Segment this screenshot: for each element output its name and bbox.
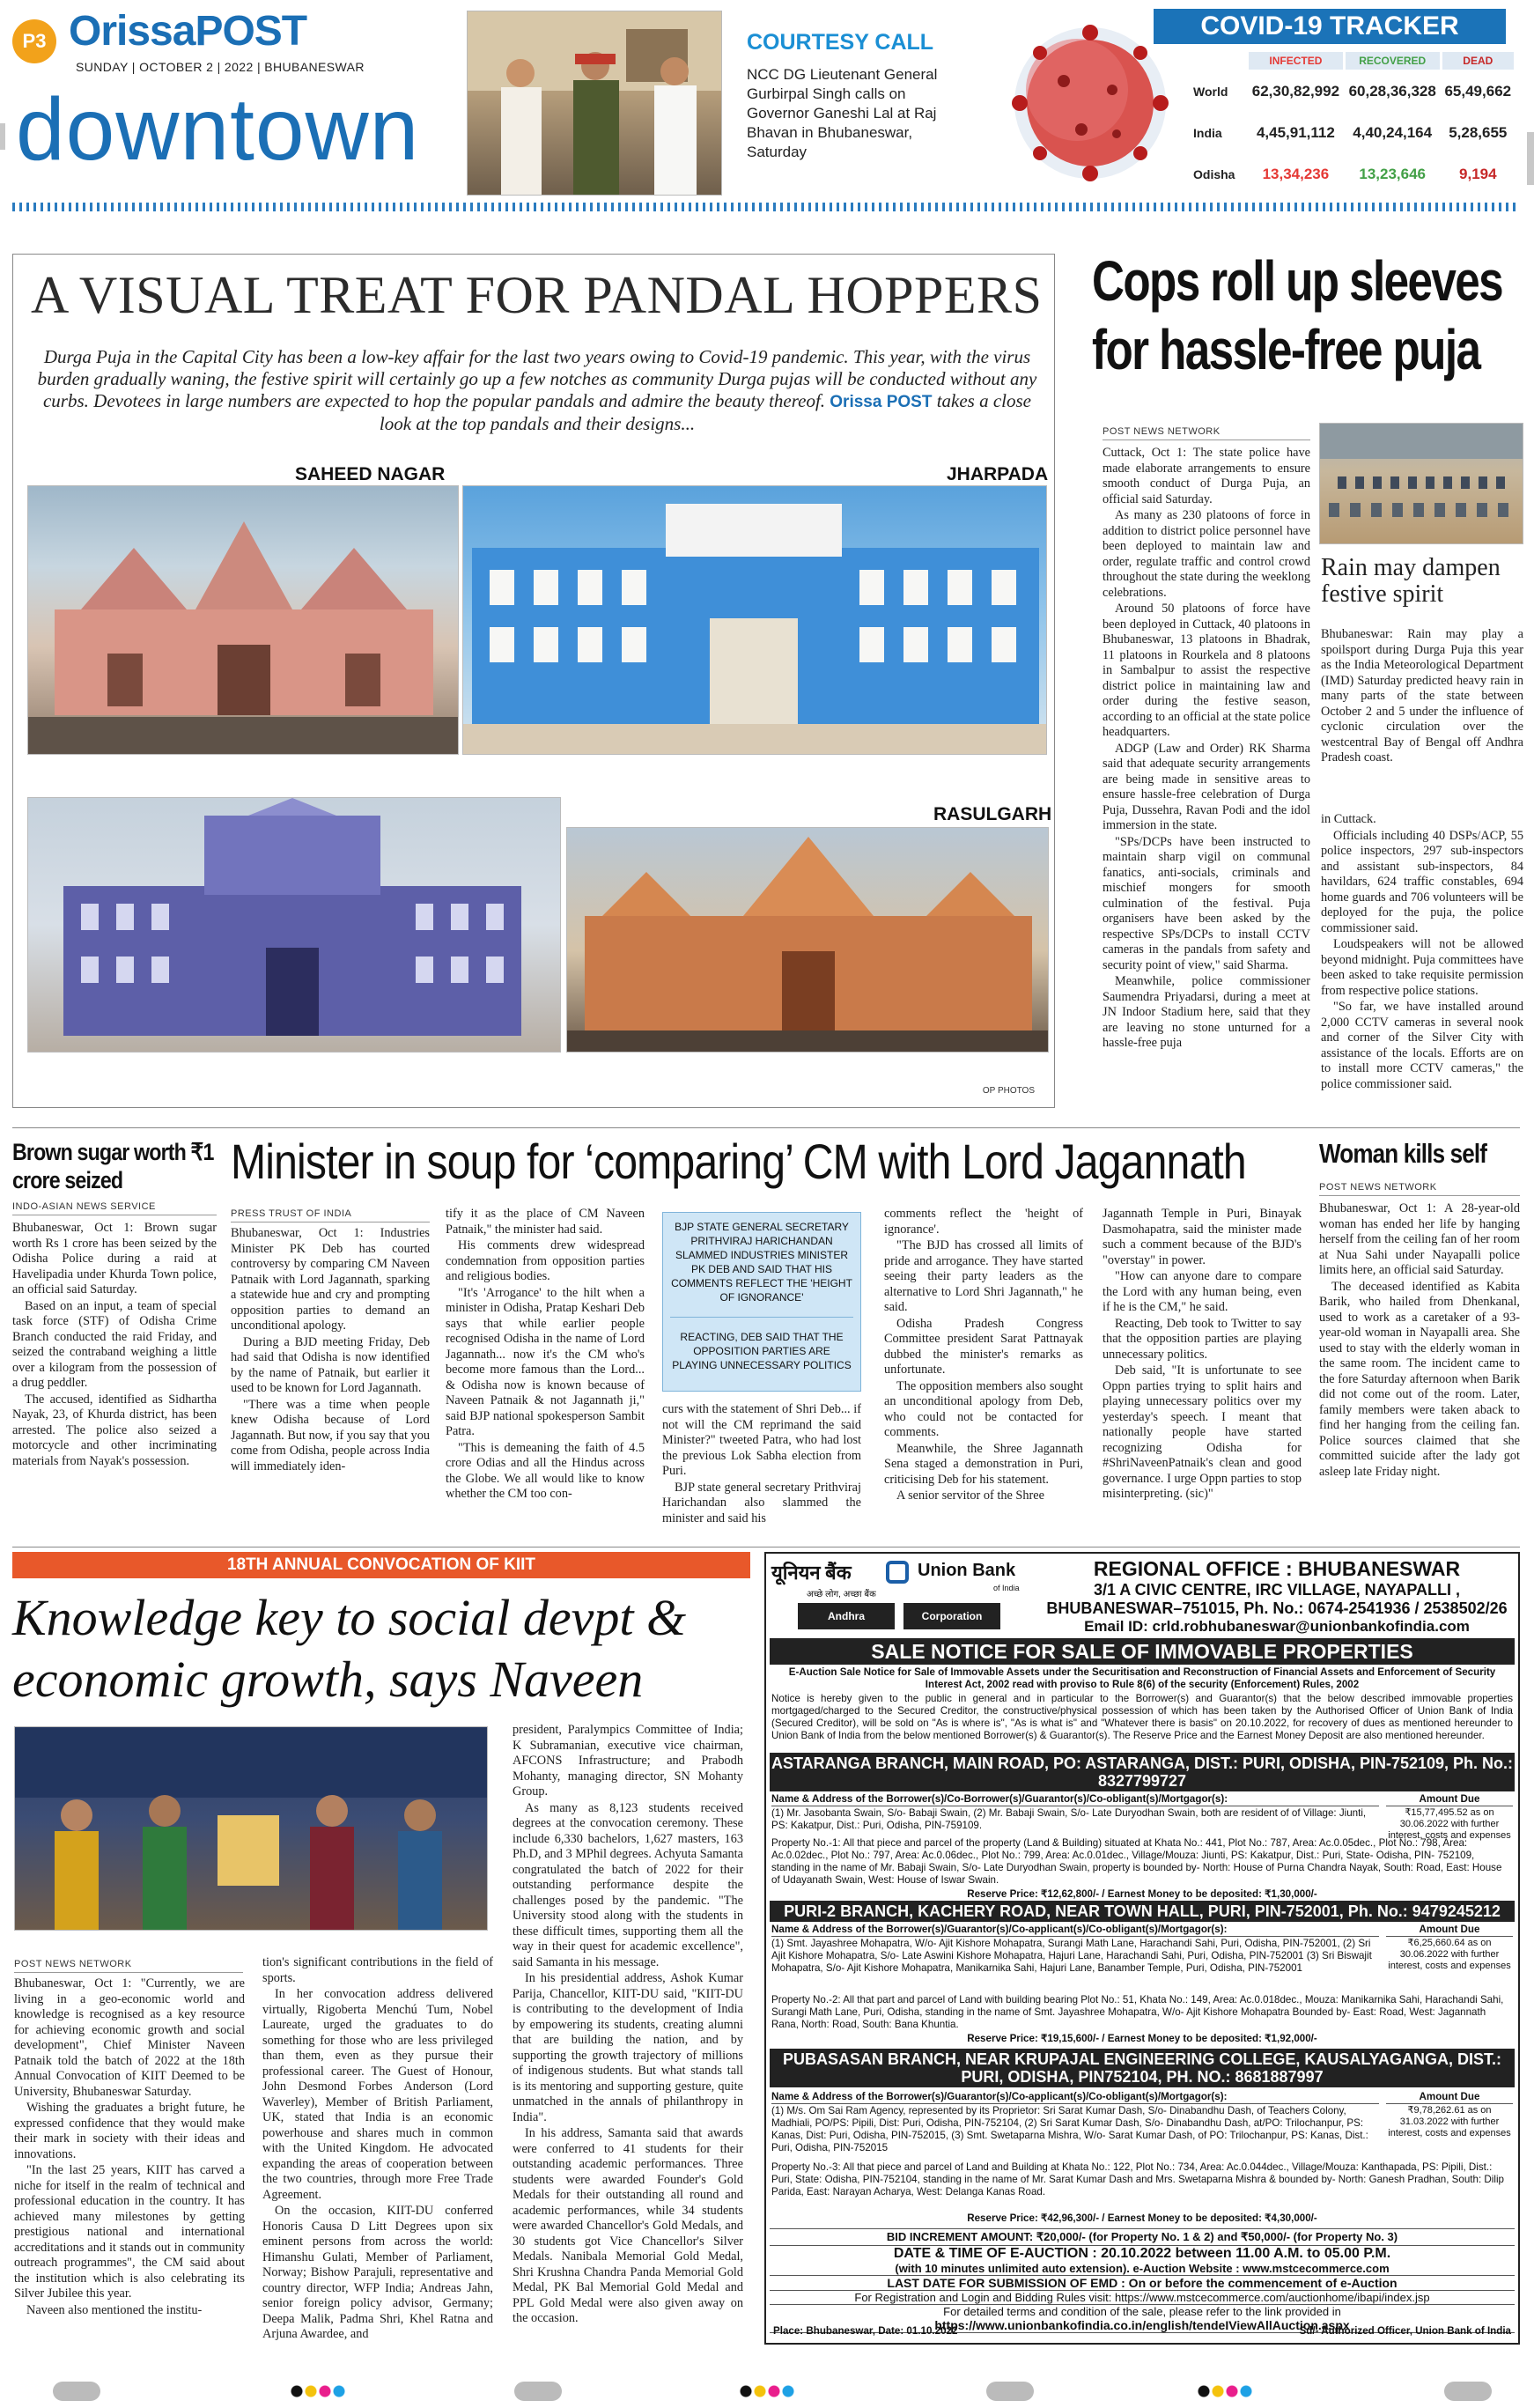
courtesy-call-caption: NCC DG Lieutenant General Gurbirpal Singh calls on Governor Ganeshi Lal at Raj Bhavan in Bhubaneswar, Saturday (747, 66, 938, 160)
pandal-intro-tail: takes a close look at the top pandals and their designs... (379, 390, 1031, 434)
branch-3-amount-head: Amount Due (1386, 2091, 1513, 2104)
union-bank-logo (771, 1559, 1030, 1638)
covid-value: 9,194 (1459, 166, 1497, 182)
regional-office-block (1039, 1557, 1515, 1636)
covid-header-infected: INFECTED (1249, 52, 1343, 70)
brown-sugar-headline: Brown sugar worth ₹1 crore seized (12, 1139, 214, 1193)
courtesy-call-title: COURTESY CALL (747, 30, 934, 55)
cops-para: Loudspeakers will not be allowed beyond midnight. Puja committees have been asked to take requisite permission from respective police stations. (1321, 937, 1523, 998)
branch-2-title: PURI-2 BRANCH, KACHERY ROAD, NEAR TOWN HALL, PURI, PIN-752001, Ph. No.: 9479245212 (770, 1901, 1515, 1922)
kiit-para: On the occasion, KIIT-DU conferred Honoris Causa D Litt Degrees upon six eminent persons from across the world: Himanshu Gulati, Member of Parliament, Norway; Bishow Parajuli, representative and country director, WFP India; Andreas Jahn, senior foreign policy advisor, Germany; Deepa Malik, Padma Shri, Khel Ratna and Arjuna Awardee, and (262, 2204, 493, 2341)
cops-para: "So far, we have installed around 2,000 CCTV cameras in several nook and corner of the Silver City with assistance of the locals. Efforts are on to install more CCTV cameras," the police commissioner said. (1321, 1000, 1523, 1091)
woman-story (1319, 1138, 1520, 1543)
woman-byline: POST NEWS NETWORK (1319, 1182, 1520, 1196)
photo-rasulgarh (566, 827, 1049, 1053)
kiit-para: "In the last 25 years, KIIT has carved a niche for itself in the realm of technical and professional education in the country. It has achieved many milestones by getting prestigious national and international accreditations and it stands out in community outreach programmes", the CM said about the institution which is also celebrating its Silver Jubilee this year. (14, 2163, 245, 2301)
minister-para: Jagannath Temple in Puri, Binayak Dasmohapatra, said the minister made such a comment because of the BJD's "overstay" in power. (1103, 1207, 1302, 1267)
brown-sugar-body (12, 1221, 217, 1469)
cops-para: Meanwhile, police commissioner Saumendra Priyadarsi, during a meet at JN Indoor Stadium here, said that they are leaving no stone unturned for a hassle-free puja (1103, 974, 1310, 1050)
pull-quote-1: BJP STATE GENERAL SECRETARY PRITHVIRAJ HARICHANDAN SLAMMED INDUSTRIES MINISTER PK DEB AND SAID THAT HIS COMMENTS REFLECT THE 'HEIGHT OF IGNORANCE' (671, 1221, 852, 1304)
minister-para: "It's 'Arrogance' to the hilt when a minister in Odisha, Pratap Keshari Deb says that while earlier people recognised Odisha in the name of Lord Jagannath... now it's the CM who's become more famous than the Lord... & Odisha now is known because of Naveen Patnaik & not Jagannath ji," said BJP national spokesperson Sambit Patra. (446, 1285, 645, 1438)
pull-quote-divider (670, 1317, 853, 1318)
kiit-column-1 (14, 1976, 245, 2319)
rain-text: Bhubaneswar: Rain may play a spoilsport during Durga Puja this year as the India Meteorological Department (IMD) Saturday predicted heavy rain in many parts of the state between October 2 and 5 under the influence of cyclonic circulation over the westcentral Bay of Bengal off Andhra Pradesh coast. (1321, 627, 1523, 765)
office-email: Email ID: crld.robhubaneswar@unionbankofindia.com (1084, 1618, 1470, 1635)
section-title: downtown (16, 80, 420, 179)
masthead-divider (12, 203, 1520, 211)
courtesy-call-photo (467, 11, 722, 196)
emd-last-date: LAST DATE FOR SUBMISSION OF EMD : On or before the commencement of e-Auction (770, 2276, 1515, 2291)
kiit-para: In his presidential address, Ashok Kumar Parija, Chancellor, KIIT-DU said, "KIIT-DU is contributing to the development of India by empowering its students, creating alumni that are building the nation, and by supporting the growth trajectory of millions of indigenous students. But what stands tall is its mentoring and supporting gesture, quite unmatched in the annals of philanthropy in India". (513, 1971, 743, 2124)
covid-row-label: India (1193, 126, 1222, 140)
covid-value: 13,34,236 (1262, 166, 1330, 182)
branch-2-property: Property No.-2: All that part and parcel of Land with building bearing Plot No.: 51, Khata No.: 149, Area: Ac.0.018dec., Mouza: Manikarnika Sahi, Harachandi Sahi, Surangi Math Lane, Puri, Odisha, standing in the name of Smt. Jayashree Mohapatra, W/o- Ajit Kishore Mohapatra Bounded by- East: Road, West: Jagannath Rana, North: Road, South: Bana Khuntia. (771, 1994, 1504, 2030)
branch-3-property: Property No.-3: All that piece and parcel of Land and Building at Khata No.: 122, Plot No.: 734, Area: Ac.0.044dec., Village/Mouza: Kanthapada, PS: Pipili, Dist.: Puri, State: Odisha, PIN-752104, standing in the name of Mr. Sarat Kumar Dash and Mrs. Swetaparna Mishra & bounded by- North: Ganesh Pradhan, South: Dilip Parida, East: Narayan Acharya, West: Delanga Kanas Road. (771, 2161, 1504, 2197)
office-title: REGIONAL OFFICE : BHUBANESWAR (1093, 1557, 1461, 1580)
pandal-intro-text: Durga Puja in the Capital City has been a low-key affair for the last two years owing to Covid-19 pandemic. This year, with the virus burden gradually waning, the festive spirit will certainly go up a few notches as community Durga pujas will be conducted without any curbs. Devotees in large numbers are expected to hop the popular pandals and admire the beauty thereof. (37, 346, 1037, 411)
kiit-headline: Knowledge key to social devpt & economic growth, says Naveen (12, 1589, 687, 1708)
covid-tracker-table (1191, 49, 1516, 196)
minister-para: The opposition members also sought an unconditional apology from Deb, who could not be contacted for comments. (884, 1378, 1083, 1439)
bank-name: Union Bank (918, 1561, 1016, 1580)
minister-column-3 (662, 1402, 861, 1527)
covid-header-row (1193, 52, 1514, 70)
branch-1-col-head: Name & Address of the Borrower(s)/Co-Borrower(s)/Guarantor(s)/Co-obligant(s)/Mortgagor(s): (771, 1793, 1379, 1806)
woman-para: Bhubaneswar, Oct 1: A 28-year-old woman has ended her life by hanging herself from the ceiling fan of her room at Nua Sahi under Nayapalli police limits here, an official said Saturday. (1319, 1201, 1520, 1277)
branch-2-amount-head: Amount Due (1386, 1924, 1513, 1937)
covid-tracker-title: COVID-19 TRACKER (1154, 9, 1506, 44)
brown-sugar-para: The accused, identified as Sidhartha Nayak, 23, of Khurda district, has been arrested. The police also seized a motorcycle and other incriminating materials from Nayak's possession. (12, 1392, 217, 1468)
minister-byline: PRESS TRUST OF INDIA (231, 1208, 430, 1222)
brown-sugar-story (12, 1138, 217, 1543)
pull-quote-2: REACTING, DEB SAID THAT THE OPPOSITION PARTIES ARE PLAYING UNNECESSARY POLITICS (672, 1331, 852, 1371)
bank-name-hindi: यूनियन बैंक (771, 1562, 852, 1584)
photo-credit: OP PHOTOS (982, 1086, 1035, 1096)
label-rasulgarh: RASULGARH (933, 804, 1052, 824)
covid-row-india (1193, 114, 1514, 152)
merger-badge-corporation: Corporation (903, 1603, 1000, 1629)
cops-para: Around 50 platoons of force have been deployed in Cuttack, 40 platoons in Bhubaneswar, 13 platoons in Bhadrak, 11 platoons in Rourkela and 8 platoons in Sambalpur to assist the respective district police in maintaining law and order during the festive season, according to an official at the state police headquarters. (1103, 602, 1310, 739)
masthead (0, 0, 1534, 208)
minister-para: curs with the statement of Shri Deb... if not will the CM reprimand the said Minister?" tweeted Patra, who had lost the previous Lok Sabha election from Puri. (662, 1402, 861, 1478)
kiit-story (12, 1552, 750, 2353)
kiit-para: Wishing the graduates a bright future, he expressed confidence that they would make their mark in society with their ideas and innovations. (14, 2101, 245, 2161)
cops-headline: Cops roll up sleeves for hassle-free puja (1092, 249, 1502, 381)
minister-para: A senior servitor of the Shree (896, 1488, 1044, 1503)
kiit-column-2 (262, 1955, 493, 2344)
cops-story (1092, 247, 1523, 1119)
merger-badge-andhra: Andhra (798, 1603, 895, 1629)
covid-value: 4,45,91,112 (1256, 124, 1335, 141)
minister-column-5 (1103, 1207, 1302, 1503)
minister-column-4 (884, 1207, 1083, 1505)
bank-name-sub: of India (993, 1584, 1020, 1592)
minister-para: "How can anyone dare to compare the Lord with any human being, even if he is the CM," he said. (1103, 1269, 1302, 1314)
kiit-para: president, Paralympics Committee of India; K Subramanian, executive vice chairman, AFCONS Infrastructure; and Prabodh Mohanty, managing director, SN Mohanty Group. (513, 1723, 743, 1799)
cops-para: As many as 230 platoons of force in addition to district police personnel have been deployed to maintain law and order, regulate traffic and control crowd throughout the state during the weeklong celebrations. (1103, 508, 1310, 600)
photo-nayapalli (27, 797, 561, 1053)
covid-row-label: World (1193, 85, 1228, 99)
sale-notice-body: Notice is hereby given to the public in general and in particular to the Borrower(s) and Guarantor(s) that the below described immovable properties mortgaged/charged to the Secured Creditor, the constructive/physical possession of which has been taken by the Authorised Officer of Union Bank of India (Secured Creditor), will be sold on "As is where is", "As is what is" and "Whatever there is basis" on 20.10.2022, for recovery of dues as mentioned hereunder to Union Bank of India from the below mentioned Borrower(s) & Guarantor(s). The Reserve Price and the Earnest Money Deposit are also mentioned hereunder. (771, 1693, 1513, 1741)
auction-extension: (with 10 minutes unlimited auto extension). e-Auction Website : www.mstcecommerce.com (770, 2262, 1515, 2276)
side-trim-mark (1527, 132, 1534, 185)
pandal-headline: A VISUAL TREAT FOR PANDAL HOPPERS (31, 266, 1043, 324)
minister-para: comments reflect the 'height of ignorance'. (884, 1207, 1083, 1237)
kiit-para: As many as 8,123 students received degrees at the convocation ceremony. These include 6,330 bachelors, 1,627 masters, 163 Ph.D, and 3 MPhil degrees. Achyuta Samanta congratulated the batch of 2022 for their outstanding performance despite the challenges posed by the pandemic. "The University stood along with the students in these difficult times, supporting them all the way in their quest for academic excellence", said Samanta in his message. (513, 1800, 743, 1969)
cops-column-2 (1321, 812, 1523, 1093)
color-swatches (1198, 2385, 1254, 2397)
registration-mark (514, 2382, 562, 2401)
minister-story (231, 1134, 1302, 1548)
union-bank-ad (764, 1552, 1520, 2345)
cops-para: Officials including 40 DSPs/ACP, 55 police inspectors, 297 sub-inspectors and assistant sub-inspectors, 84 havildars, 624 traffic constables, 694 home guards and 706 volunteers will be deployed for the puja, the police commissioner said. (1321, 828, 1523, 935)
kiit-para: tion's significant contributions in the field of sports. (262, 1955, 493, 1985)
page-number-badge: P3 (12, 19, 56, 63)
bid-increment: BID INCREMENT AMOUNT: ₹20,000/- (for Property No. 1 & 2) and ₹50,000/- (for Property No. 3) (770, 2229, 1515, 2246)
registration-mark (1444, 2382, 1492, 2401)
dateline: SUNDAY | OCTOBER 2 | 2022 | BHUBANESWAR (76, 60, 365, 74)
photo-jharpada (462, 485, 1047, 755)
minister-para: Deb said, "It is unfortunate to see Oppn parties trying to split hairs and playing unnecessary politics over my yesterday's speech. I meant that nationally people have started recognizing Odisha for #ShriNaveenPatnaik's clean and good governance. I urge Oppn parties to stop misinterpreting. (sic)" (1103, 1363, 1302, 1501)
side-trim-mark (0, 123, 5, 150)
branch-1-title: ASTARANGA BRANCH, MAIN ROAD, PO: ASTARANGA, DIST.: PURI, ODISHA, PIN-752109, Ph. No.: 8327799727 (771, 1754, 1514, 1790)
branch-1-amount: ₹15,77,495.52 as on 30.06.2022 with further interest, costs and expenses (1388, 1807, 1511, 1841)
minister-para: tify it as the place of CM Naveen Patnaik," the minister had said. (446, 1207, 645, 1237)
minister-para: "The BJD has crossed all limits of pride and arrogance. They have started seeing their party leaders as the alternative to Lord Shri Jagannath," he said. (884, 1238, 1083, 1314)
covid-value: 60,28,36,328 (1348, 83, 1436, 100)
kiit-kicker: 18TH ANNUAL CONVOCATION OF KIIT (12, 1552, 750, 1578)
minister-pull-quote (662, 1212, 861, 1392)
branch-3-reserve: Reserve Price: ₹42,96,300/- / Earnest Money to be deposited: ₹4,30,000/- (967, 2212, 1317, 2224)
ad-place-date: Place: Bhubaneswar, Date: 01.10.2022 (773, 2325, 958, 2337)
covid-header-dead: DEAD (1442, 52, 1514, 70)
minister-column-2 (446, 1207, 645, 1503)
minister-para: Reacting, Deb took to Twitter to say that the opposition parties are playing unnecessary politics. (1103, 1316, 1302, 1362)
branch-2-col-head: Name & Address of the Borrower(s)/Guarantor(s)/Co-applicant(s)/Co-obligant(s)/Mortgagor(s): (771, 1924, 1379, 1937)
color-swatches (740, 2385, 796, 2397)
branch-1-property: Property No.-1: All that piece and parcel of the property (Land & Building) situated at Khata No.: 441, Plot No.: 787, Area: Ac.0.05dec., Plot No.: 798, Area: Ac.0.02dec., Plot No.: 797, Area: Ac.0.06dec., Plot No.: 799, Area: Ac.0.01dec., Village/Mouza: Jiunti, PS: Kakatpur, Dist.: Puri, State- Odisha, PIN- 752109, standing in the name of Mr. Babaji Swain, S/o- Late Duryodhan Swain, property is bounded by- North: House of Purna Chandra Nayak, South: Road, East: House of Udayanath Swain, West: House of Iswar Swain. (771, 1837, 1502, 1886)
brown-sugar-para: Based on an input, a team of special task force (STF) of Odisha Crime Branch conducted the raid Friday, and seized the contraband weighing a little over a kilogram from the possession of a drug peddler. (12, 1298, 217, 1390)
label-saheed-nagar: SAHEED NAGAR (295, 464, 446, 484)
kiit-convocation-photo (14, 1726, 488, 1931)
cops-byline: POST NEWS NETWORK (1103, 426, 1310, 440)
kiit-byline: POST NEWS NETWORK (14, 1959, 243, 1973)
minister-para: Meanwhile, the Shree Jagannath Sena staged a demonstration in Puri, criticising Deb for his statement. (884, 1441, 1083, 1487)
cops-para: in Cuttack. (1321, 812, 1376, 826)
branch-3-title: PUBASASAN BRANCH, NEAR KRUPAJAL ENGINEERING COLLEGE, KAUSALYAGANGA, DIST.: PURI, ODISHA, PIN752104, PH. NO.: 8681887997 (770, 2049, 1515, 2087)
brown-sugar-byline: INDO-ASIAN NEWS SERVICE (12, 1201, 217, 1215)
color-swatches (291, 2385, 347, 2397)
registration-mark (53, 2382, 100, 2401)
cops-column-1 (1103, 446, 1310, 1053)
brown-sugar-para: Bhubaneswar, Oct 1: Brown sugar worth Rs 1 crore has been seized by the Odisha Police during a raid at Havelipadia under Khurda Town police, an official said Saturday. (12, 1221, 217, 1296)
pandal-intro (31, 346, 1044, 435)
branch-1-borrowers: (1) Mr. Jasobanta Swain, S/o- Babaji Swain, (2) Mr. Babaji Swain, S/o- Late Duryodhan Swain, both are resident of of Village: Jiunti, PS: Kakatpur, Dist.: Puri, Odisha, PIN-759109. (771, 1807, 1367, 1831)
covid-header-recovered: RECOVERED (1346, 52, 1440, 70)
covid-row-label: Odisha (1193, 167, 1235, 181)
office-address-2: BHUBANESWAR–751015, Ph. No.: 0674-2541936 / 2538502/26 (1046, 1599, 1508, 1617)
kiit-para: In his address, Samanta said that awards were conferred to 41 students for their outstanding academic performances. Three students were awarded Founder's Gold Medals for their outstanding all round and academic performances, while 34 students were awarded Chancellor's Gold Medals, and 30 students got Vice Chancellor's Silver Medals. Nanibala Memorial Gold Medal, Shri Krushna Chandra Panda Memorial Gold Medal, PK Bal Memorial Gold Medal and PPL Gold Medal were also given away on the occasion. (513, 2126, 743, 2325)
terms-link[interactable]: https://www.unionbankofindia.co.in/english/tendeIViewAllAuction.aspx (770, 2318, 1515, 2333)
covid-row-odisha (1193, 155, 1514, 194)
branch-2-reserve: Reserve Price: ₹19,15,600/- / Earnest Money to be deposited: ₹1,92,000/- (967, 2033, 1317, 2044)
cops-para: ADGP (Law and Order) RK Sharma said that adequate security arrangements are being made in sensitive areas to ensure hassle-free celebration of Durga Puja, Dussehra, Ravan Podi and the idol immersion in the state. (1103, 741, 1310, 832)
minister-para: BJP state general secretary Prithviraj Harichandan also slammed the minister and said his (662, 1480, 861, 1525)
minister-para: Odisha Pradesh Congress Committee president Sarat Pattnayak dubbed the minister's remarks as unfortunate. (884, 1316, 1083, 1377)
section-divider (12, 1127, 1520, 1128)
woman-headline: Woman kills self (1319, 1138, 1487, 1169)
woman-body (1319, 1201, 1520, 1480)
label-jharpada: JHARPADA (947, 464, 1049, 484)
cops-para: Cuttack, Oct 1: The state police have made elaborate arrangements to ensure smooth conduct of Durga Puja, an official said Saturday. (1103, 446, 1310, 506)
kiit-para: In her convocation address delivered virtually, Rigoberta Menchú Tum, Nobel Laureate, urged the graduates to do something for those who are less privileged than them, even as they pursue their professional career. The Guest of Honour, John Desmond Forbes Anderson (Lord Waverley), Member of British Parliament, UK, stated that India is an economic powerhouse and shares much in common with the United Kingdom. He advocated expanding the areas of cooperation between the two countries, through more Free Trade Agreement. (262, 1987, 493, 2202)
kiit-para: Bhubaneswar, Oct 1: "Currently, we are living in a geo-economic world and knowledge is recognised as a key resource for achieving economic growth and social development", Chief Minister Naveen Patnaik told the batch of 2022 at the 18th Annual Convocation of KIIT Deemed to be University, Bhubaneswar Saturday. (14, 1976, 245, 2099)
brand-logo: OrissaPOST (69, 8, 307, 55)
office-address-1: 3/1 A CIVIC CENTRE, IRC VILLAGE, NAYAPALLI , (1093, 1581, 1461, 1599)
branch-3-col-head: Name & Address of the Borrower(s)/Guarantor(s)/Co-applicant(s)/Co-obligant(s)/Mortgagor(s): (771, 2091, 1379, 2104)
covid-value: 62,30,82,992 (1251, 83, 1340, 100)
branch-3-borrowers: (1) M/s. Om Sai Ram Agency, represented by its Proprietor: Sri Sarat Kumar Dash, S/o- Dinabandhu Dash, of Teachers Colony, Madhiali, PO/PS: Pipili, Dist: Puri, Odisha, PIN-752104, (2) Sri Sarat Kumar Dash, S/o- Dinabandhu Dash, at/PO: Trilochanpur, PS: Kanas, Dist: Puri, Odisha, PIN-752015, (3) Smt. Swetaparna Mishra, W/o- Sarat Kumar Dash, of PO: Trilochanpur, PS: Kanas, Dist.: Puri, Odisha, PIN-752015 (771, 2105, 1368, 2153)
print-registration-bar (0, 2378, 1534, 2408)
bank-tagline: अच्छे लोग, अच्छा बैंक (807, 1590, 876, 1599)
woman-para: The deceased identified as Kabita Barik, who hailed from Dhenkanal, used to work as a caretaker of a 93-year-old woman in Nayapalli area. She used to stay with the elderly woman in the same room. The incident came to the fore Saturday afternoon when Barik did not come out of the room. Later, family members were taken aback to find her hanging from the ceiling fan. Police sources claimed that she committed suicide after the lady got asleep late Friday night. (1319, 1279, 1520, 1479)
photo-saheed-nagar (27, 485, 459, 755)
covid-value: 4,40,24,164 (1353, 124, 1433, 141)
minister-column-1 (231, 1226, 430, 1475)
minister-para: Bhubaneswar, Oct 1: Industries Minister PK Deb has courted controversy by comparing CM Naveen Patnaik with Lord Jagannath, sparking a statewide hue and cry and prompting opposition parties to demand an unconditional apology. (231, 1226, 430, 1333)
covid-value: 5,28,655 (1449, 124, 1508, 141)
sale-notice-subtitle: E-Auction Sale Notice for Sale of Immovable Assets under the Securitisation and Reconstruction of Financial Assets and Enforcement of Security Interest Act, 2002 read with proviso to Rule 8(6) of the security (Enforcement) Rules, 2002 (788, 1666, 1496, 1690)
terms-text: For detailed terms and condition of the sale, please refer to the link provided in (943, 2305, 1341, 2318)
pandal-intro-brand: Orissa POST (830, 393, 933, 411)
branch-3-amount: ₹9,78,262.61 as on 31.03.2022 with further interest, costs and expenses (1388, 2105, 1511, 2138)
auction-details (770, 2228, 1515, 2333)
branch-1-amount-head: Amount Due (1386, 1793, 1513, 1806)
ad-signoff: Sd/- Authorized Officer, Union Bank of India (1299, 2325, 1511, 2337)
covid-value: 65,49,662 (1444, 83, 1512, 100)
pandal-feature (12, 254, 1055, 1108)
registration-link[interactable]: For Registration and Login and Bidding Rules visit: https://www.mstcecommerce.com/auctionhome/ibapi/index.jsp (770, 2291, 1515, 2305)
covid-row-world (1193, 72, 1514, 111)
minister-para: During a BJD meeting Friday, Deb had said that Odisha is now identified by the name of Patnaik, but earlier it used to be known for Lord Jagannath. (231, 1334, 430, 1395)
covid-value: 13,23,646 (1359, 166, 1427, 182)
union-bank-logo-mark (886, 1561, 909, 1584)
courtesy-photo-illustration (468, 11, 722, 196)
minister-para: His comments drew widespread condemnation from opposition parties and religious bodies. (446, 1238, 645, 1283)
branch-2-amount: ₹6,25,660.64 as on 30.06.2022 with further interest, costs and expenses (1388, 1938, 1511, 1971)
minister-para: "There was a time when people knew Odisha because of Lord Jagannath. But now, if you say that you come from Odisha, people across India will immediately iden- (231, 1397, 430, 1474)
minister-para: "This is demeaning the faith of 4.5 crore Odias and all the Hindus across the Globe. We all would like to know whether the CM too con- (446, 1440, 645, 1501)
auction-date-time: DATE & TIME OF E-AUCTION : 20.10.2022 between 11.00 A.M. to 05.00 P.M. (893, 2246, 1391, 2261)
kiit-para: Naveen also mentioned the institu- (26, 2302, 203, 2317)
minister-headline: Minister in soup for ‘comparing’ CM with Lord Jagannath (231, 1134, 1246, 1189)
branch-2-borrowers: (1) Smt. Jayashree Mohapatra, W/o- Ajit Kishore Mohapatra, Surangi Math Lane, Harachandi Sahi, Puri, Odisha, PIN-752001, (2) Sri Ajit Kishore Mohapatra, S/o- Late Aswini Kishore Mohapatra, Hajuri Lane, Harachandi Sahi, Puri, Odisha, PIN-752001 (3) Sri Biswajit Mohapatra, S/o- Ajit Kishore Mohapatra, Manikarnika Sahi, Hajuri Lane, Banamber Temple, Puri, Odisha, PIN-752001 (771, 1938, 1372, 1974)
rain-headline: Rain may dampen festive spirit (1321, 554, 1501, 608)
cops-para: "SPs/DCPs have been instructed to maintain sharp vigil on communal fanatics, anti-socials, criminals and mischief mongers for smooth culmination of the festival. Puja organisers have been asked by the respective SPs/DCPs to install CCTV cameras in the pandals from safety and security point of view," said Sharma. (1103, 834, 1310, 972)
registration-mark (986, 2382, 1034, 2401)
kiit-column-3 (513, 1723, 743, 2328)
branch-1-reserve: Reserve Price: ₹12,62,800/- / Earnest Money to be deposited: ₹1,30,000/- (967, 1888, 1317, 1900)
sale-notice-title: SALE NOTICE FOR SALE OF IMMOVABLE PROPERTIES (770, 1638, 1515, 1665)
cops-meeting-photo (1319, 423, 1523, 544)
